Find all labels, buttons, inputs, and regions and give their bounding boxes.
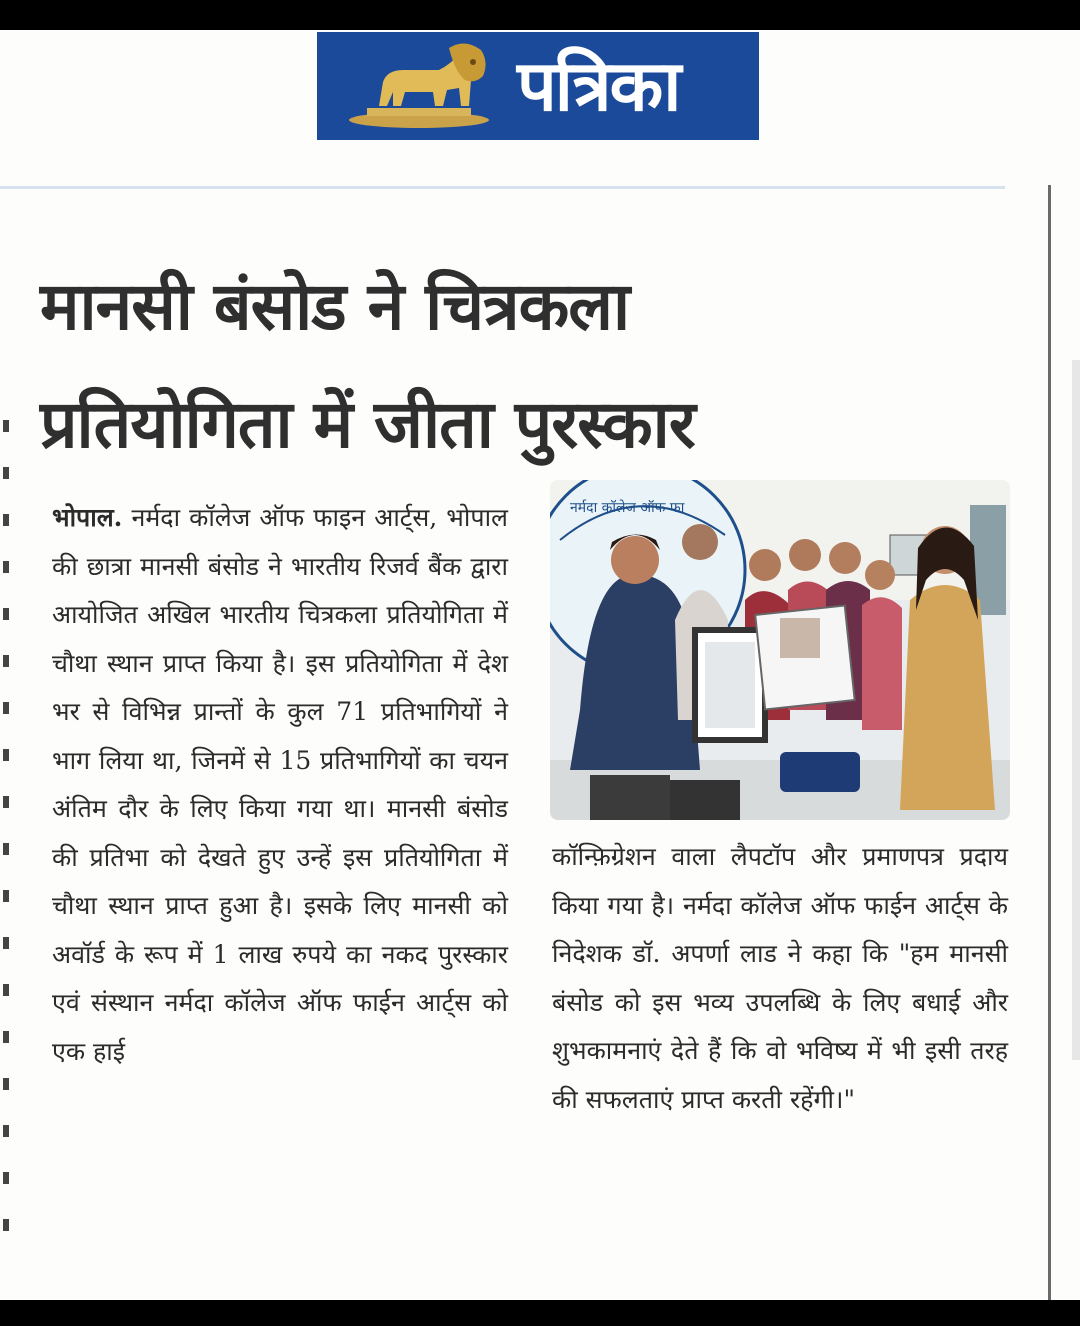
newspaper-clipping <box>0 30 1080 1300</box>
adjacent-page-edge <box>1072 360 1080 1060</box>
headline-line-2: प्रतियोगिता में जीता पुरस्कार <box>40 386 695 463</box>
article-column-2 <box>552 833 1008 1124</box>
column-divider <box>1048 185 1051 1300</box>
article-column-1 <box>52 494 508 1076</box>
award-ceremony-photo <box>550 480 1010 820</box>
adjacent-column-fragments <box>0 420 14 1266</box>
dateline: भोपाल. <box>52 503 123 532</box>
article-text-1: नर्मदा कॉलेज ऑफ फाइन आर्ट्स, भोपाल की छात्रा मानसी बंसोड ने भारतीय रिजर्व बैंक द्वारा आयोजित अखिल भारतीय चित्रकला प्रतियोगिता में चौथा स्थान प्राप्त किया है। इस प्रतियोगिता में देश भर से विभिन्न प्रान्तों के कुल 71 प्रतिभागियों ने भाग लिया था, जिनमें से 15 प्रतिभागियों का चयन अंतिम दौर के लिए किया गया था। मानसी बंसोड की प्रतिभा को देखते हुए उन्हें इस प्रतियोगिता में चौथा स्थान प्राप्त हुआ है। इसके लिए मानसी को अवॉर्ड के रूप में 1 लाख रुपये का नकद पुरस्कार एवं संस्थान नर्मदा कॉलेज ऑफ फाईन आर्ट्स को एक हाई <box>52 503 508 1066</box>
lion-emblem-icon <box>339 40 499 132</box>
article-text-2: कॉन्फ़िग्रेशन वाला लैपटॉप और प्रमाणपत्र प्रदाय किया गया है। नर्मदा कॉलेज ऑफ फाईन आर्ट्स के निदेशक डॉ. अपर्णा लाड ने कहा कि "हम मानसी बंसोड को इस भव्य उपलब्धि के लिए बधाई और शुभकामनाएं देते हैं कि वो भविष्य में भी इसी तरह की सफलताएं प्राप्त करती रहेंगी।" <box>552 842 1008 1114</box>
newspaper-brand-name: पत्रिका <box>517 45 680 127</box>
photo-banner-text: नर्मदा कॉलेज ऑफ फा <box>570 500 685 516</box>
header-divider <box>0 186 1005 189</box>
headline-line-1: मानसी बंसोड ने चित्रकला <box>40 268 630 345</box>
headline <box>40 248 1000 484</box>
masthead <box>317 32 759 140</box>
